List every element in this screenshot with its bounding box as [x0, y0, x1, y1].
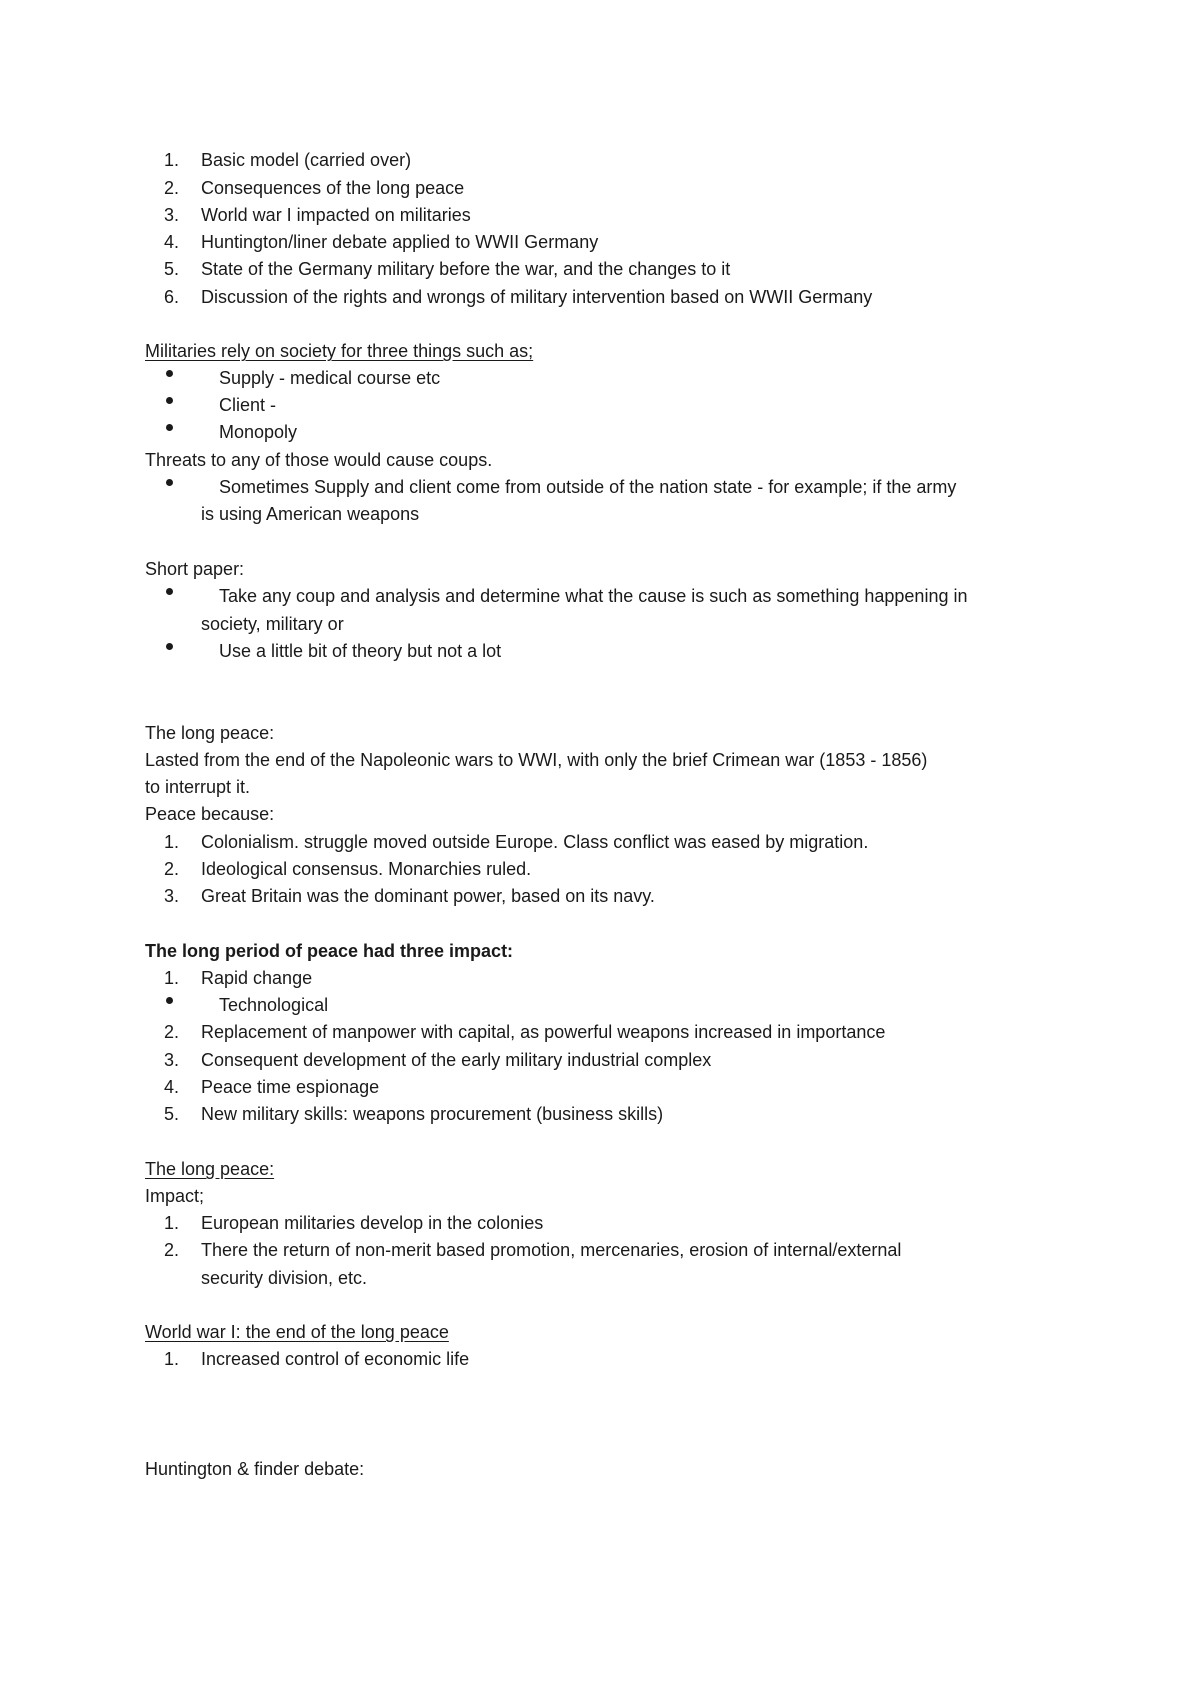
section-heading: Militaries rely on society for three things such as; — [145, 341, 534, 361]
section-heading: Short paper: — [145, 559, 245, 579]
list-item: Peace time espionage — [201, 1077, 380, 1097]
list-number: 1. — [164, 832, 180, 852]
paragraph: Threats to any of those would cause coups. — [145, 450, 493, 470]
list-item: Ideological consensus. Monarchies ruled. — [201, 859, 532, 879]
bullet-icon — [166, 479, 173, 486]
list-item: Discussion of the rights and wrongs of military intervention based on WWII Germany — [201, 287, 873, 307]
list-number: 4. — [164, 1077, 180, 1097]
bullet-item: Technological — [219, 995, 329, 1015]
list-item: Colonialism. struggle moved outside Europe. Class conflict was eased by migration. — [201, 832, 869, 852]
section-heading: Huntington & finder debate: — [145, 1459, 365, 1479]
list-item: Huntington/liner debate applied to WWII Germany — [201, 232, 599, 252]
bullet-icon — [166, 643, 173, 650]
list-number: 3. — [164, 1050, 180, 1070]
list-number: 1. — [164, 150, 180, 170]
list-item: New military skills: weapons procurement (business skills) — [201, 1104, 664, 1124]
bullet-icon — [166, 397, 173, 404]
list-number: 5. — [164, 259, 180, 279]
section-heading: The long peace: — [145, 723, 275, 743]
paragraph: Peace because: — [145, 804, 275, 824]
list-number: 2. — [164, 1240, 180, 1260]
paragraph: Impact; — [145, 1186, 205, 1206]
list-number: 2. — [164, 1022, 180, 1042]
section-heading: The long period of peace had three impact: — [145, 941, 514, 961]
bullet-item: Take any coup and analysis and determine what the cause is such as something happening in — [219, 586, 968, 606]
bullet-icon — [166, 588, 173, 595]
bullet-item: Supply - medical course etc — [219, 368, 441, 388]
paragraph: to interrupt it. — [145, 777, 251, 797]
section-heading: World war I: the end of the long peace — [145, 1322, 449, 1342]
list-item: European militaries develop in the colonies — [201, 1213, 544, 1233]
bullet-item: Client - — [219, 395, 277, 415]
list-number: 6. — [164, 287, 180, 307]
list-item: World war I impacted on militaries — [201, 205, 471, 225]
list-item: Rapid change — [201, 968, 313, 988]
bullet-icon — [166, 997, 173, 1004]
list-number: 4. — [164, 232, 180, 252]
bullet-icon — [166, 370, 173, 377]
bullet-item: Monopoly — [219, 422, 298, 442]
list-item-continuation: security division, etc. — [201, 1268, 368, 1288]
list-number: 2. — [164, 859, 180, 879]
list-item: Great Britain was the dominant power, based on its navy. — [201, 886, 655, 906]
list-item: Consequences of the long peace — [201, 178, 465, 198]
list-number: 1. — [164, 1349, 180, 1369]
paragraph: Lasted from the end of the Napoleonic wars to WWI, with only the brief Crimean war (1853 - 1856) — [145, 750, 928, 770]
bullet-icon — [166, 424, 173, 431]
bullet-item-continuation: is using American weapons — [201, 504, 420, 524]
list-number: 1. — [164, 1213, 180, 1233]
list-item: Replacement of manpower with capital, as powerful weapons increased in importance — [201, 1022, 886, 1042]
list-number: 1. — [164, 968, 180, 988]
list-item: Increased control of economic life — [201, 1349, 470, 1369]
list-number: 3. — [164, 886, 180, 906]
list-number: 2. — [164, 178, 180, 198]
bullet-item-continuation: society, military or — [201, 614, 344, 634]
list-item: There the return of non-merit based promotion, mercenaries, erosion of internal/external — [201, 1240, 902, 1260]
list-item: State of the Germany military before the war, and the changes to it — [201, 259, 731, 279]
list-number: 5. — [164, 1104, 180, 1124]
bullet-item: Use a little bit of theory but not a lot — [219, 641, 502, 661]
list-item: Basic model (carried over) — [201, 150, 412, 170]
list-number: 3. — [164, 205, 180, 225]
bullet-item: Sometimes Supply and client come from outside of the nation state - for example; if the army — [219, 477, 957, 497]
list-item: Consequent development of the early military industrial complex — [201, 1050, 712, 1070]
section-heading: The long peace: — [145, 1159, 275, 1179]
